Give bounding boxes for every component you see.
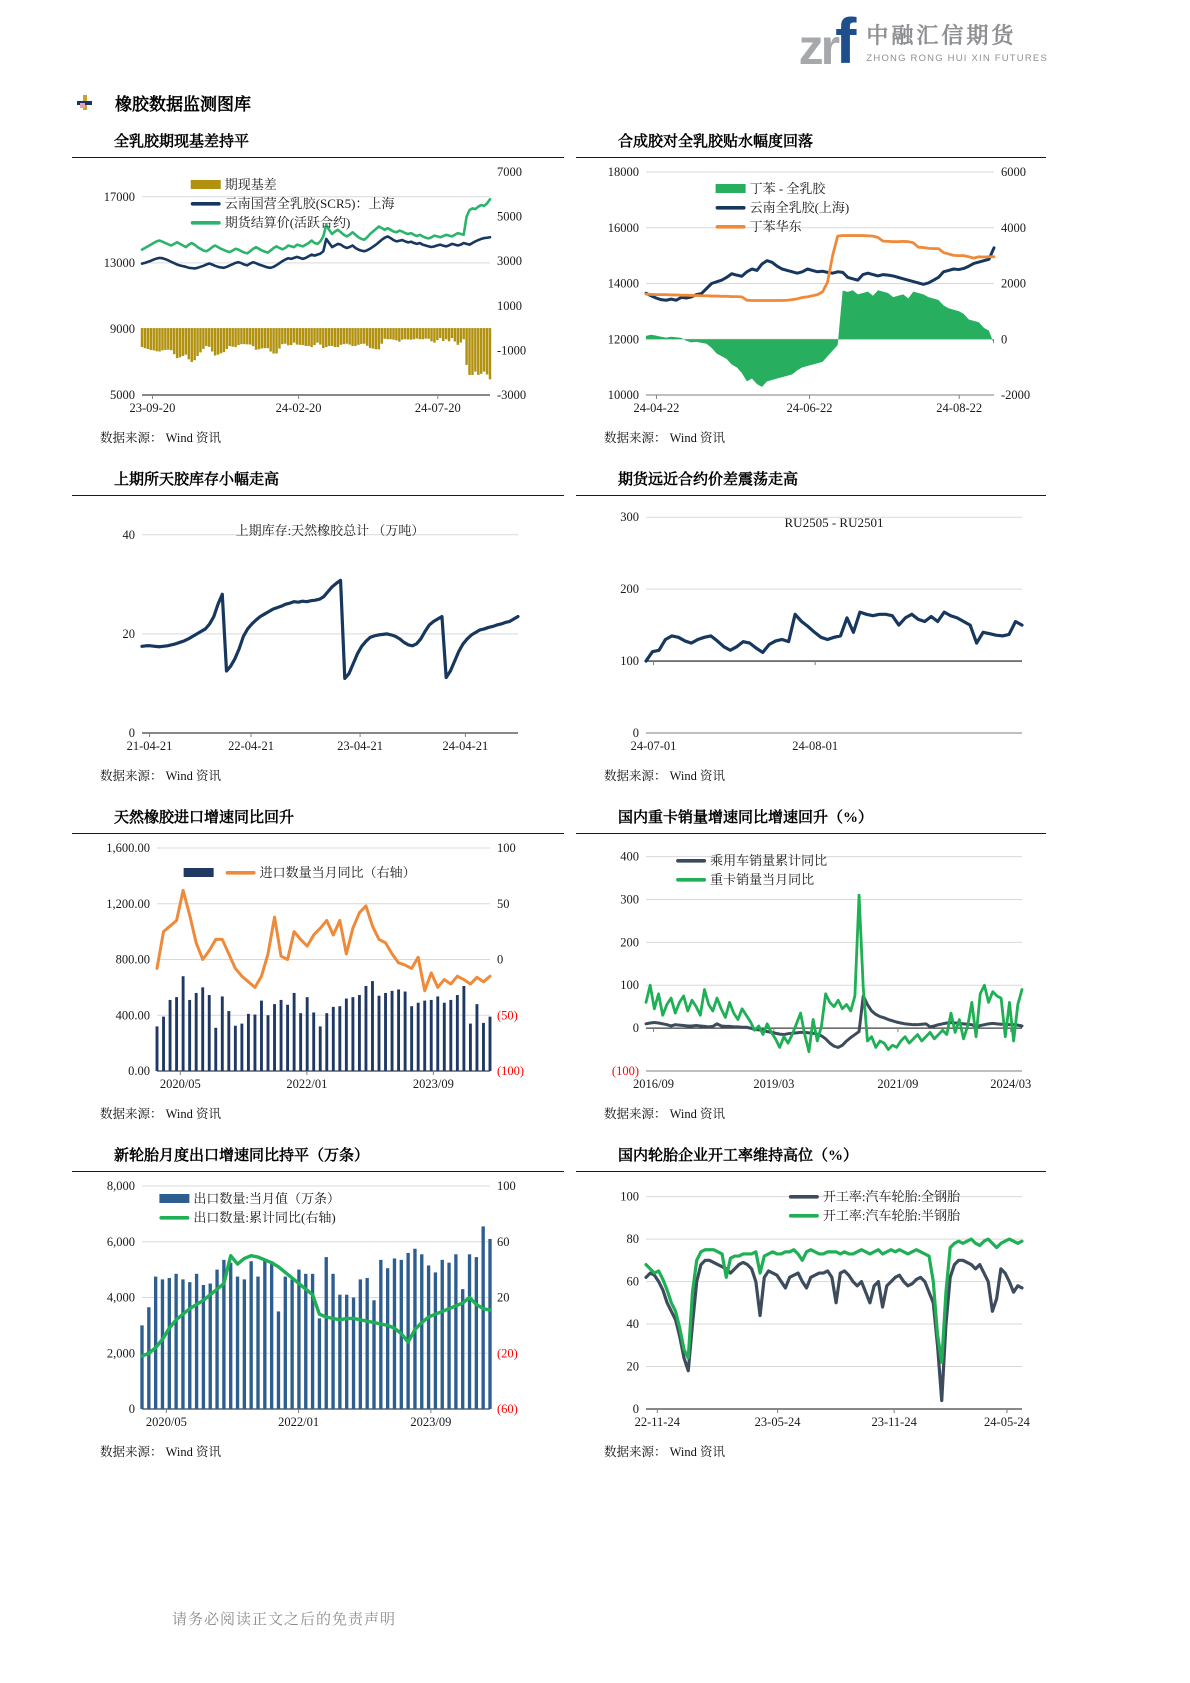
svg-text:上期库存:天然橡胶总计 （万吨）: 上期库存:天然橡胶总计 （万吨）: [235, 523, 425, 538]
chart-panel-tire-exports: [72, 1144, 564, 1460]
svg-text:2019/03: 2019/03: [753, 1077, 795, 1091]
svg-text:0: 0: [632, 1021, 639, 1036]
svg-text:7000: 7000: [497, 165, 522, 179]
svg-text:2000: 2000: [1001, 276, 1026, 291]
svg-text:24-07-01: 24-07-01: [630, 739, 677, 753]
svg-text:-3000: -3000: [497, 388, 527, 402]
chart-title: 国内轮胎企业开工率维持高位（%）: [576, 1144, 1046, 1172]
svg-text:丁苯华东: 丁苯华东: [749, 219, 802, 234]
svg-text:14000: 14000: [607, 276, 639, 291]
company-logo: [798, 5, 1048, 77]
svg-text:13000: 13000: [103, 255, 135, 270]
logo-f-text: f: [835, 5, 857, 77]
section-bullet-icon: [76, 94, 93, 111]
svg-text:(60): (60): [497, 1402, 518, 1416]
svg-text:进口数量当月同比（右轴）: 进口数量当月同比（右轴）: [259, 865, 416, 880]
svg-text:2022/01: 2022/01: [278, 1415, 320, 1429]
chart-title: 期货远近合约价差震荡走高: [576, 468, 1046, 496]
svg-text:2021/09: 2021/09: [877, 1077, 919, 1091]
svg-text:80: 80: [626, 1232, 639, 1247]
chart-title: 新轮胎月度出口增速同比持平（万条）: [72, 1144, 564, 1172]
svg-text:23-09-20: 23-09-20: [129, 401, 176, 415]
logo-zrf-icon: [798, 5, 857, 77]
chart-title: 合成胶对全乳胶贴水幅度回落: [576, 130, 1046, 158]
svg-text:5000: 5000: [497, 209, 522, 224]
chart-panel-imports: [72, 806, 564, 1122]
svg-text:200: 200: [620, 582, 639, 597]
chart-canvas: [576, 1174, 1046, 1439]
svg-text:-1000: -1000: [497, 343, 527, 358]
data-source: 数据来源： Wind 资讯: [604, 431, 726, 445]
svg-text:出口数量:当月值（万条）: 出口数量:当月值（万条）: [193, 1191, 341, 1206]
chart-panel-shfe-inventory: [72, 468, 564, 784]
svg-text:40: 40: [122, 527, 135, 542]
svg-text:2020/05: 2020/05: [159, 1077, 201, 1091]
svg-text:5000: 5000: [110, 388, 135, 402]
svg-text:0: 0: [497, 952, 504, 967]
svg-text:12000: 12000: [607, 332, 639, 347]
svg-text:(20): (20): [497, 1346, 518, 1361]
svg-text:出口数量:累计同比(右轴): 出口数量:累计同比(右轴): [193, 1210, 336, 1225]
svg-text:40: 40: [626, 1317, 639, 1332]
svg-text:24-02-20: 24-02-20: [275, 401, 322, 415]
svg-text:100: 100: [620, 654, 639, 669]
svg-text:800.00: 800.00: [115, 952, 150, 967]
disclaimer-note: 请务必阅读正文之后的免责声明: [172, 1612, 397, 1628]
chart-canvas: [576, 160, 1046, 425]
data-source: 数据来源： Wind 资讯: [100, 1107, 222, 1121]
svg-text:100: 100: [497, 841, 516, 855]
data-source: 数据来源： Wind 资讯: [604, 1107, 726, 1121]
charts-grid: [72, 130, 1046, 1460]
svg-text:24-05-24: 24-05-24: [984, 1415, 1030, 1429]
svg-text:0: 0: [632, 1402, 639, 1416]
svg-text:云南国营全乳胶(SCR5)：上海: 云南国营全乳胶(SCR5)：上海: [224, 196, 395, 211]
svg-text:23-11-24: 23-11-24: [871, 1415, 917, 1429]
svg-text:0: 0: [1001, 332, 1008, 347]
svg-text:期现基差: 期现基差: [224, 177, 277, 192]
svg-text:9000: 9000: [110, 321, 135, 336]
svg-text:开工率:汽车轮胎:全钢胎: 开工率:汽车轮胎:全钢胎: [822, 1189, 961, 1204]
chart-panel-truck-sales: [576, 806, 1046, 1122]
svg-text:20: 20: [626, 1359, 639, 1374]
section-title: 橡胶数据监测图库: [115, 95, 251, 114]
svg-text:24-04-21: 24-04-21: [442, 739, 489, 753]
svg-text:(50): (50): [497, 1008, 518, 1023]
svg-text:乘用车销量累计同比: 乘用车销量累计同比: [710, 853, 828, 868]
svg-text:18000: 18000: [607, 165, 639, 179]
svg-text:23-04-21: 23-04-21: [337, 739, 383, 753]
svg-text:4000: 4000: [1001, 220, 1026, 235]
svg-text:60: 60: [497, 1234, 510, 1249]
svg-text:丁苯 - 全乳胶: 丁苯 - 全乳胶: [749, 181, 826, 196]
svg-text:20: 20: [497, 1290, 510, 1305]
svg-text:20: 20: [122, 626, 135, 641]
svg-text:100: 100: [497, 1179, 516, 1193]
svg-text:300: 300: [620, 892, 639, 907]
svg-text:(100): (100): [497, 1064, 525, 1078]
svg-text:RU2505 - RU2501: RU2505 - RU2501: [784, 515, 884, 530]
svg-text:0: 0: [128, 726, 135, 740]
svg-text:1,600.00: 1,600.00: [106, 841, 150, 855]
svg-text:60: 60: [626, 1274, 639, 1289]
svg-text:2024/03: 2024/03: [990, 1077, 1032, 1091]
svg-text:4,000: 4,000: [106, 1290, 135, 1305]
svg-text:100: 100: [620, 978, 639, 993]
svg-text:22-11-24: 22-11-24: [634, 1415, 680, 1429]
chart-canvas: [72, 1174, 542, 1439]
svg-text:400: 400: [620, 849, 639, 864]
svg-text:开工率:汽车轮胎:半钢胎: 开工率:汽车轮胎:半钢胎: [822, 1208, 961, 1223]
svg-text:24-07-20: 24-07-20: [414, 401, 461, 415]
chart-panel-tire-operating-rate: [576, 1144, 1046, 1460]
company-name-cn: 中融汇信期货: [866, 23, 1017, 49]
svg-text:1,200.00: 1,200.00: [106, 896, 150, 911]
data-source: 数据来源： Wind 资讯: [604, 769, 726, 783]
svg-text:1000: 1000: [497, 298, 522, 313]
chart-title: 上期所天胶库存小幅走高: [72, 468, 564, 496]
data-source: 数据来源： Wind 资讯: [100, 431, 222, 445]
chart-title: 全乳胶期现基差持平: [72, 130, 564, 158]
data-source: 数据来源： Wind 资讯: [604, 1445, 726, 1459]
svg-text:6000: 6000: [1001, 165, 1026, 179]
chart-panel-basis: [72, 130, 564, 446]
svg-text:期货结算价(活跃合约): 期货结算价(活跃合约): [224, 215, 351, 230]
chart-canvas: [576, 498, 1046, 763]
svg-text:3000: 3000: [497, 254, 522, 269]
svg-text:10000: 10000: [607, 388, 639, 402]
svg-text:云南全乳胶(上海): 云南全乳胶(上海): [749, 200, 850, 215]
svg-text:2022/01: 2022/01: [286, 1077, 328, 1091]
svg-text:8,000: 8,000: [106, 1179, 135, 1193]
svg-text:2023/09: 2023/09: [410, 1415, 452, 1429]
svg-text:24-08-22: 24-08-22: [936, 401, 983, 415]
chart-panel-synthetic-discount: [576, 130, 1046, 446]
svg-text:16000: 16000: [607, 220, 639, 235]
chart-canvas: [72, 836, 542, 1101]
chart-title: 国内重卡销量增速同比增速回升（%）: [576, 806, 1046, 834]
svg-text:6,000: 6,000: [106, 1234, 135, 1249]
data-source: 数据来源： Wind 资讯: [100, 1445, 222, 1459]
svg-text:2023/09: 2023/09: [412, 1077, 454, 1091]
chart-title: 天然橡胶进口增速同比回升: [72, 806, 564, 834]
svg-text:(100): (100): [611, 1064, 639, 1078]
svg-text:23-05-24: 23-05-24: [754, 1415, 801, 1429]
svg-text:50: 50: [497, 896, 510, 911]
svg-text:21-04-21: 21-04-21: [126, 739, 173, 753]
svg-text:24-08-01: 24-08-01: [792, 739, 839, 753]
svg-text:0: 0: [632, 726, 639, 740]
svg-text:24-04-22: 24-04-22: [633, 401, 680, 415]
chart-panel-calendar-spread: [576, 468, 1046, 784]
svg-text:0: 0: [128, 1402, 135, 1416]
svg-text:400.00: 400.00: [115, 1008, 150, 1023]
svg-text:24-06-22: 24-06-22: [786, 401, 833, 415]
svg-text:2020/05: 2020/05: [145, 1415, 187, 1429]
svg-text:22-04-21: 22-04-21: [228, 739, 274, 753]
svg-text:-2000: -2000: [1001, 388, 1031, 402]
svg-text:200: 200: [620, 935, 639, 950]
svg-text:100: 100: [620, 1189, 639, 1204]
chart-canvas: [576, 836, 1046, 1101]
svg-text:重卡销量当月同比: 重卡销量当月同比: [710, 872, 815, 887]
svg-text:17000: 17000: [103, 189, 135, 204]
svg-text:2,000: 2,000: [106, 1346, 135, 1361]
svg-text:0.00: 0.00: [128, 1064, 150, 1078]
section-header: [76, 90, 251, 115]
chart-canvas: [72, 160, 542, 425]
chart-canvas: [72, 498, 542, 763]
svg-text:300: 300: [620, 510, 639, 525]
data-source: 数据来源： Wind 资讯: [100, 769, 222, 783]
company-name-en: ZHONG RONG HUI XIN FUTURES: [866, 53, 1048, 65]
svg-text:2016/09: 2016/09: [633, 1077, 675, 1091]
logo-zr-text: zr: [798, 19, 838, 76]
